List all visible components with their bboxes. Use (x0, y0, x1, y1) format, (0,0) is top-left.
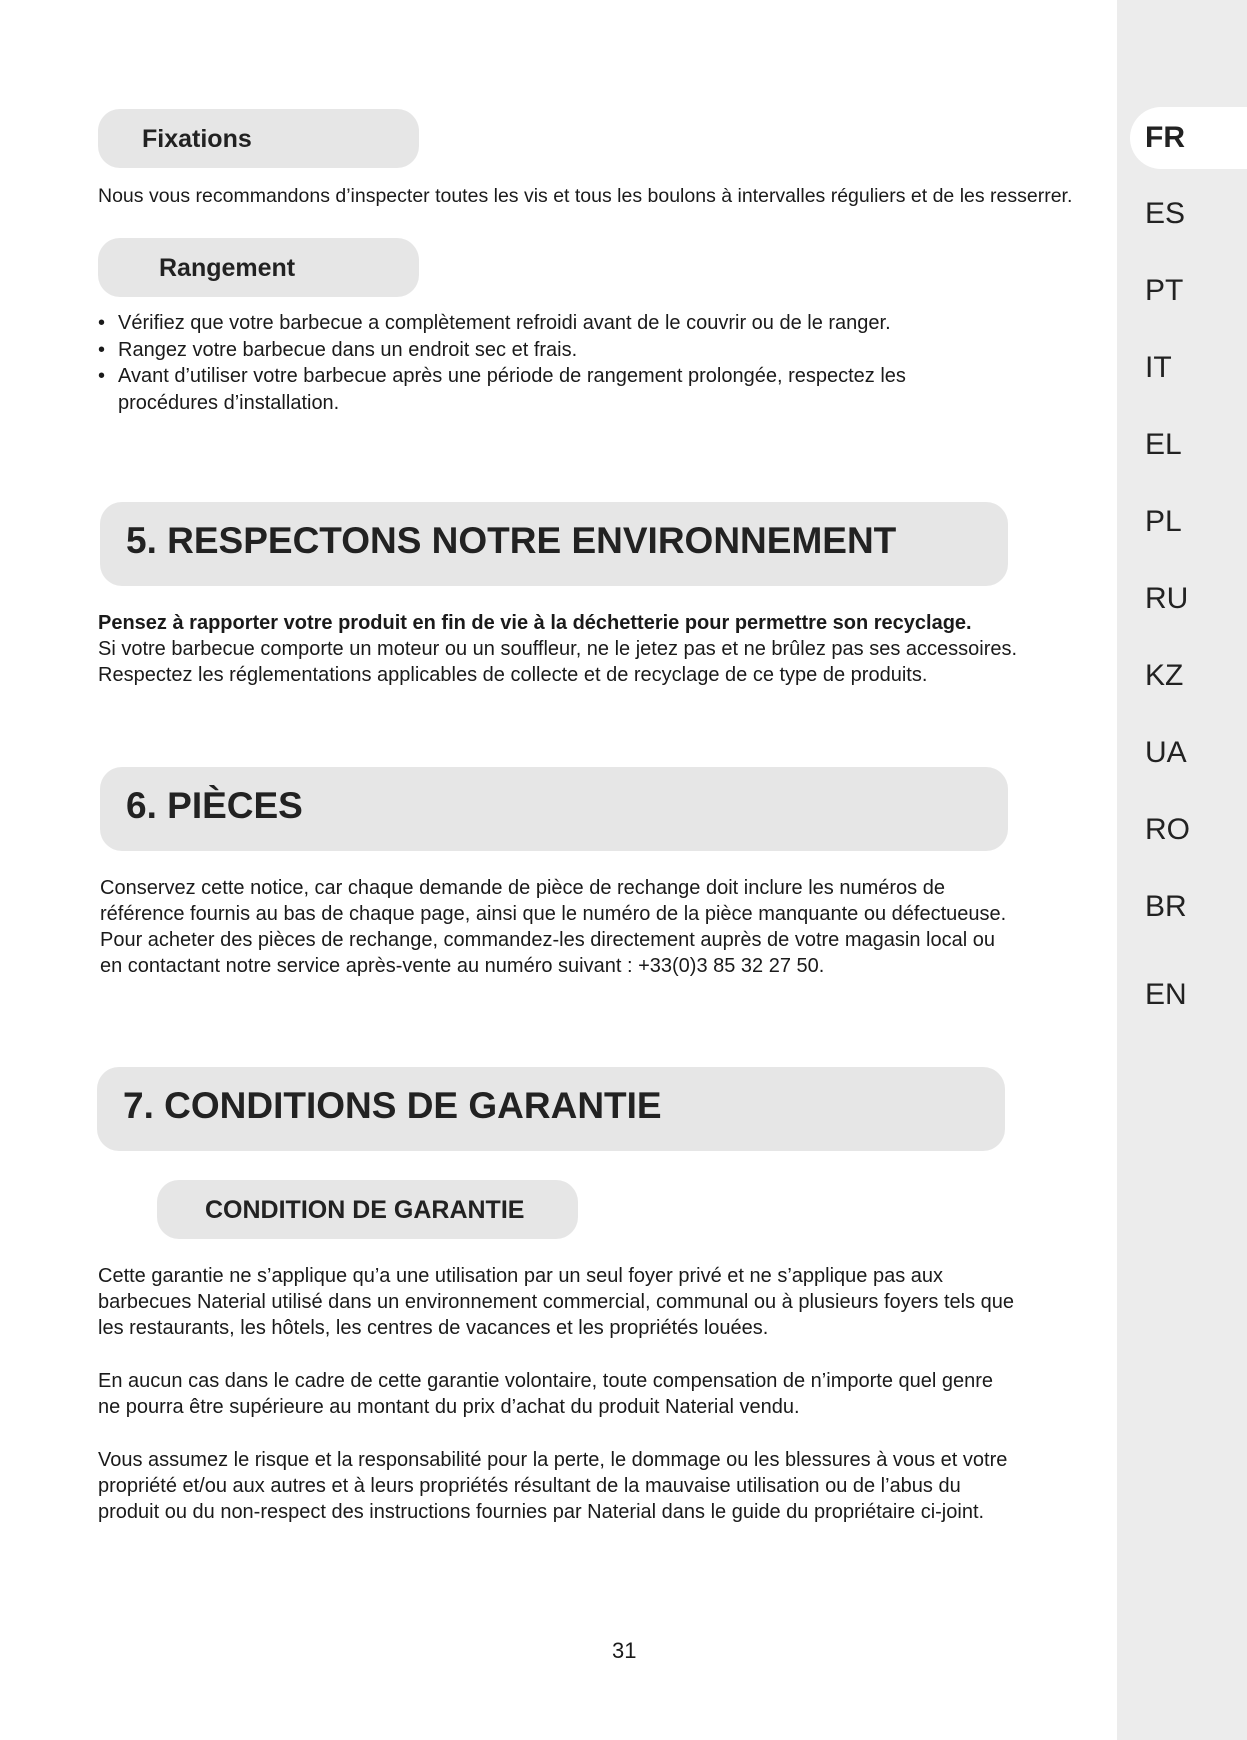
language-tab-en[interactable]: EN (1145, 978, 1187, 1011)
section-6-heading: 6. PIÈCES (126, 785, 303, 826)
language-tab-el[interactable]: EL (1145, 428, 1182, 461)
warranty-para-1-line: barbecues Naterial utilisé dans un environnement commercial, communal ou à plusieurs foyers tels que (98, 1291, 1015, 1313)
fixations-text: Nous vous recommandons d’inspecter toutes les vis et tous les boulons à intervalles réguliers et de les resserrer. (98, 185, 1073, 207)
language-tab-ru[interactable]: RU (1145, 582, 1189, 615)
language-tab-ro[interactable]: RO (1145, 813, 1190, 846)
warranty-subheading: CONDITION DE GARANTIE (205, 1196, 525, 1224)
rangement-list (98, 310, 978, 416)
warranty-para-2-line: En aucun cas dans le cadre de cette garantie volontaire, toute compensation de n’importe quel genre (98, 1370, 994, 1392)
section-5-line: Respectez les réglementations applicables de collecte et de recyclage de ce type de produits. (98, 664, 928, 686)
language-tab-es[interactable]: ES (1145, 197, 1186, 230)
language-tab-pl[interactable]: PL (1145, 505, 1182, 538)
language-tab-label: FR (1145, 121, 1185, 154)
section-6-line: Pour acheter des pièces de rechange, commandez-les directement auprès de votre magasin local ou (100, 929, 995, 951)
section-6-line: en contactant notre service après-vente au numéro suivant : +33(0)3 85 32 27 50. (100, 955, 825, 977)
language-sidebar (1117, 0, 1247, 1740)
warranty-para-3-line: propriété et/ou aux autres et à leurs propriétés résultant de la mauvaise utilisation ou de l’abus du (98, 1475, 961, 1497)
rangement-heading-box (98, 238, 419, 297)
language-tab-ua[interactable]: UA (1145, 736, 1187, 769)
list-item: • Avant d’utiliser votre barbecue après une période de rangement prolongée, respectez les procédures d’installation. (98, 363, 958, 416)
language-tab-it[interactable]: IT (1145, 351, 1172, 384)
section-5-bold-line: Pensez à rapporter votre produit en fin de vie à la déchetterie pour permettre son recyclage. (98, 612, 972, 634)
warranty-subheading-box (157, 1180, 578, 1239)
fixations-heading: Fixations (142, 125, 252, 153)
language-tab-fr[interactable] (1130, 107, 1247, 169)
section-5-heading: 5. RESPECTONS NOTRE ENVIRONNEMENT (126, 520, 897, 561)
fixations-heading-box (98, 109, 419, 168)
warranty-para-3-line: produit ou du non-respect des instructions fournies par Naterial dans le guide du propriétaire ci-joint. (98, 1501, 985, 1523)
language-tab-kz[interactable]: KZ (1145, 659, 1184, 692)
warranty-para-3-line: Vous assumez le risque et la responsabilité pour la perte, le dommage ou les blessures à vous et votre (98, 1449, 1008, 1471)
section-7-heading: 7. CONDITIONS DE GARANTIE (123, 1085, 662, 1126)
section-5-heading-box (100, 502, 1008, 586)
section-6-line: référence fournis au bas de chaque page, ainsi que le numéro de la pièce manquante ou défectueuse. (100, 903, 1007, 925)
section-7-heading-box (97, 1067, 1005, 1151)
list-item: • Vérifiez que votre barbecue a complètement refroidi avant de le couvrir ou de le ranger. (98, 310, 978, 337)
language-tab-pt[interactable]: PT (1145, 274, 1184, 307)
section-5-line: Si votre barbecue comporte un moteur ou un souffleur, ne le jetez pas et ne brûlez pas ses accessoires. (98, 638, 1018, 660)
language-tab-br[interactable]: BR (1145, 890, 1187, 923)
warranty-para-1-line: les restaurants, les hôtels, les centres de vacances et les propriétés louées. (98, 1317, 769, 1339)
warranty-para-2-line: ne pourra être supérieure au montant du prix d’achat du produit Naterial vendu. (98, 1396, 800, 1418)
section-6-line: Conservez cette notice, car chaque demande de pièce de rechange doit inclure les numéros de (100, 877, 945, 899)
rangement-heading: Rangement (159, 254, 296, 282)
list-item: • Rangez votre barbecue dans un endroit sec et frais. (98, 337, 978, 364)
page-number: 31 (612, 1638, 637, 1663)
warranty-para-1-line: Cette garantie ne s’applique qu’a une utilisation par un seul foyer privé et ne s’applique pas aux (98, 1265, 943, 1287)
section-6-heading-box (100, 767, 1008, 851)
